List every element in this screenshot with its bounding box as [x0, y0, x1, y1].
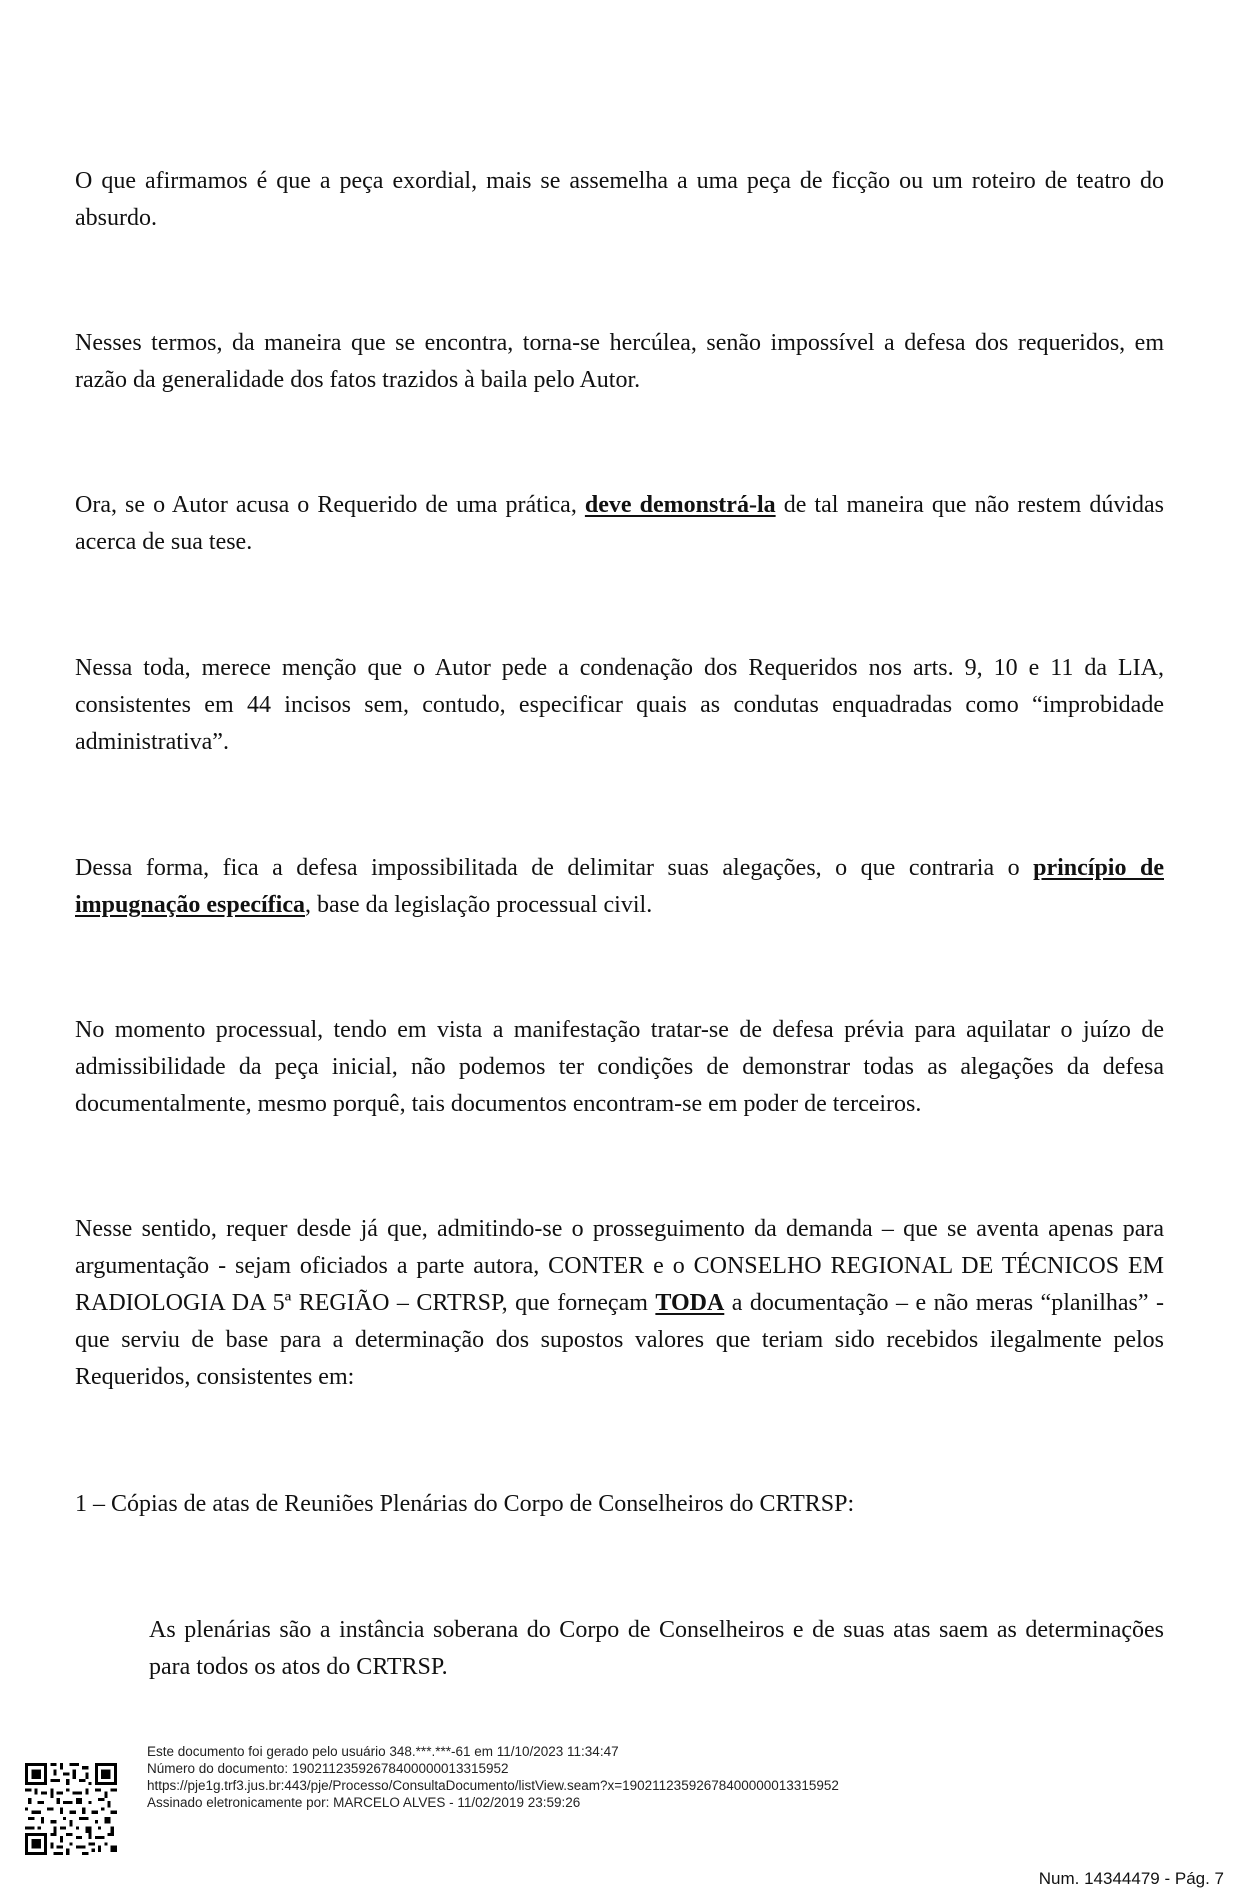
text-segment: Ora, se o Autor acusa o Requerido de uma prática, — [75, 492, 585, 518]
text-segment: 1 – Cópias de atas de Reuniões Plenárias do Corpo de Conselheiros do CRTRSP: — [75, 1491, 855, 1517]
paragraph-plenaries — [149, 1612, 1164, 1686]
qr-code-icon — [25, 1763, 117, 1855]
paragraph-defense-impossible — [75, 325, 1164, 399]
text-segment: Nesses termos, da maneira que se encontra, torna-se hercúlea, senão impossível a defesa dos requeridos, em razão da generalidade dos fatos trazidos à baila pelo Autor. — [75, 330, 1164, 393]
text-segment: , base da legislação processual civil. — [304, 892, 653, 918]
paragraph-fiction — [75, 163, 1164, 237]
paragraph-request-documents — [75, 1211, 1164, 1396]
text-segment: de tal maneira que não restem dúvidas acerca de sua tese. — [75, 492, 1164, 555]
footer-url: https://pje1g.trf3.jus.br:443/pje/Processo/ConsultaDocumento/listView.seam?x=19021123592678400000013315952 — [147, 1778, 839, 1793]
emphasis-underlined: deve demonstrá-la — [584, 492, 776, 518]
text-segment: Nesse sentido, requer desde já que, admitindo-se o prosseguimento da demanda – que se aventa apenas para argumentação - sejam oficiados a parte autora, CONTER e o CONSELHO REGIONAL DE TÉCNICOS EM RADIOLOGIA DA 5ª REGIÃO – CRTRSP, que forneçam — [75, 1216, 1164, 1316]
footer-document-number: Número do documento: 19021123592678400000013315952 — [147, 1761, 509, 1776]
emphasis-underlined: TODA — [655, 1290, 725, 1316]
paragraph-procedural-moment — [75, 1012, 1164, 1123]
paragraph-specific-impugnation — [75, 850, 1164, 924]
list-item-1 — [75, 1486, 1164, 1523]
text-segment: Dessa forma, fica a defesa impossibilitada de delimitar suas alegações, o que contraria o — [75, 855, 1034, 881]
text-segment: No momento processual, tendo em vista a manifestação tratar-se de defesa prévia para aquilatar o juízo de admissibilidade da peça inicial, não podemos ter condições de demonstrar todas as alegações da defesa documentalmente, mesmo porquê, tais documentos encontram-se em poder de terceiros. — [75, 1017, 1164, 1117]
text-segment: O que afirmamos é que a peça exordial, mais se assemelha a uma peça de ficção ou um roteiro de teatro do absurdo. — [75, 168, 1164, 231]
footer-signed-by: Assinado eletronicamente por: MARCELO ALVES - 11/02/2019 23:59:26 — [147, 1795, 581, 1810]
paragraph-must-demonstrate — [75, 487, 1164, 561]
document-footer — [147, 1743, 839, 1811]
page-number-label: Num. 14344479 - Pág. 7 — [1038, 1869, 1224, 1888]
text-segment: a documentação – e não meras “planilhas” - que serviu de base para a determinação dos supostos valores que teriam sido recebidos ilegalmente pelos Requeridos, consistentes em: — [75, 1290, 1164, 1390]
emphasis-underlined: princípio de impugnação específica — [75, 855, 1164, 918]
footer-generated-by: Este documento foi gerado pelo usuário 348.***.***-61 em 11/10/2023 11:34:47 — [147, 1744, 619, 1759]
paragraph-lia-articles — [75, 650, 1164, 761]
text-segment: As plenárias são a instância soberana do Corpo de Conselheiros e de suas atas saem as determinações para todos os atos do CRTRSP. — [149, 1617, 1164, 1680]
text-segment: Nessa toda, merece menção que o Autor pede a condenação dos Requeridos nos arts. 9, 10 e 11 da LIA, consistentes em 44 incisos sem, contudo, especificar quais as condutas enquadradas como “improbidade administrativa”. — [75, 655, 1164, 755]
